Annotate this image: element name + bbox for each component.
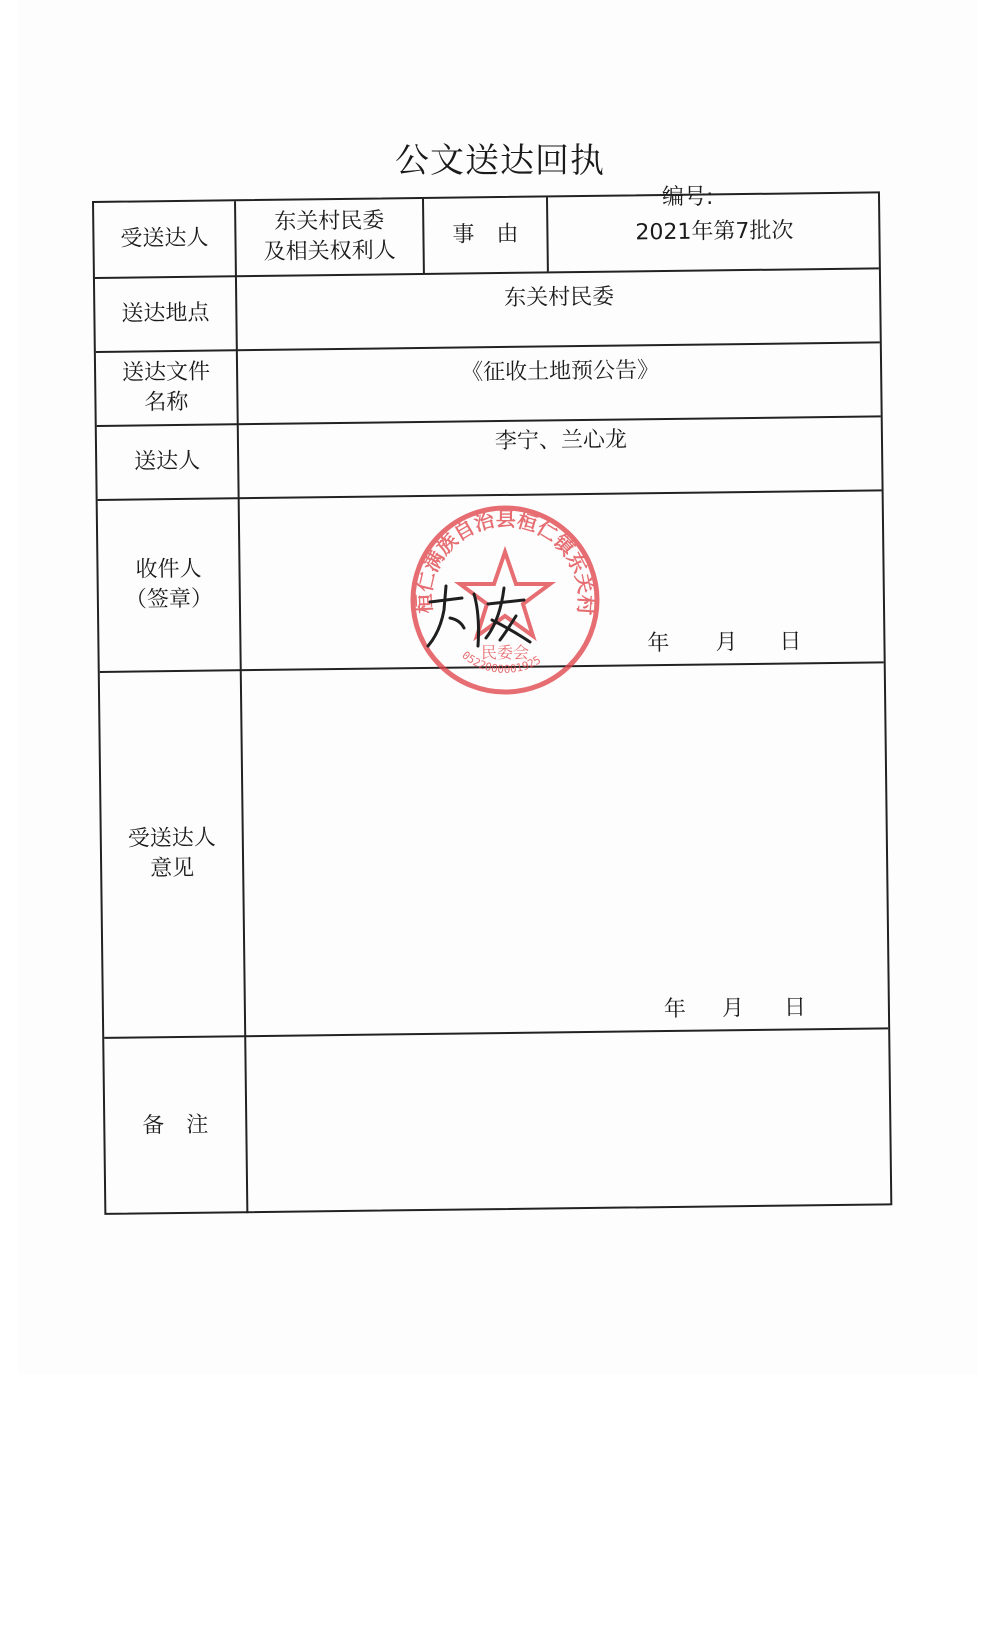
document-title: 公文送达回执 — [395, 141, 605, 181]
opinion-date-month: 月 — [721, 996, 745, 1022]
matter-label: 事 由 — [452, 221, 519, 248]
seal-code: 0522000001925 — [459, 648, 544, 676]
file-name-value: 《征收土地预公告》 — [460, 358, 660, 386]
place-value: 东关村民委 — [504, 284, 615, 311]
receiver-date-year: 年 — [647, 630, 670, 657]
opinion-date-day: 日 — [783, 995, 807, 1021]
file-name-label: 送达文件 名称 — [121, 359, 211, 416]
matter-value: 2021年第7批次 — [635, 218, 794, 246]
document-number-label: 编号: — [662, 185, 714, 210]
seal-text-bottom: 民委会 — [480, 643, 530, 662]
recipient-value: 东关村民委 及相关权利人 — [263, 208, 396, 265]
deliverer-label: 送达人 — [134, 448, 201, 475]
receiver-date-day: 日 — [779, 629, 802, 655]
delivery-receipt-form — [92, 191, 892, 1215]
deliverer-value: 李宁、兰心龙 — [494, 427, 628, 455]
recipient-label: 受送达人 — [120, 225, 209, 252]
receiver-label: 收件人 （签章） — [124, 556, 214, 613]
remarks-label: 备 注 — [142, 1112, 209, 1139]
opinion-date-year: 年 — [663, 996, 687, 1023]
place-label: 送达地点 — [121, 300, 210, 327]
handwritten-signature — [420, 580, 535, 655]
opinion-label: 受送达人 意见 — [127, 825, 216, 882]
receiver-date-month: 月 — [715, 630, 738, 656]
seal-text: 桓仁满族自治县桓仁镇东关村 — [411, 506, 599, 616]
